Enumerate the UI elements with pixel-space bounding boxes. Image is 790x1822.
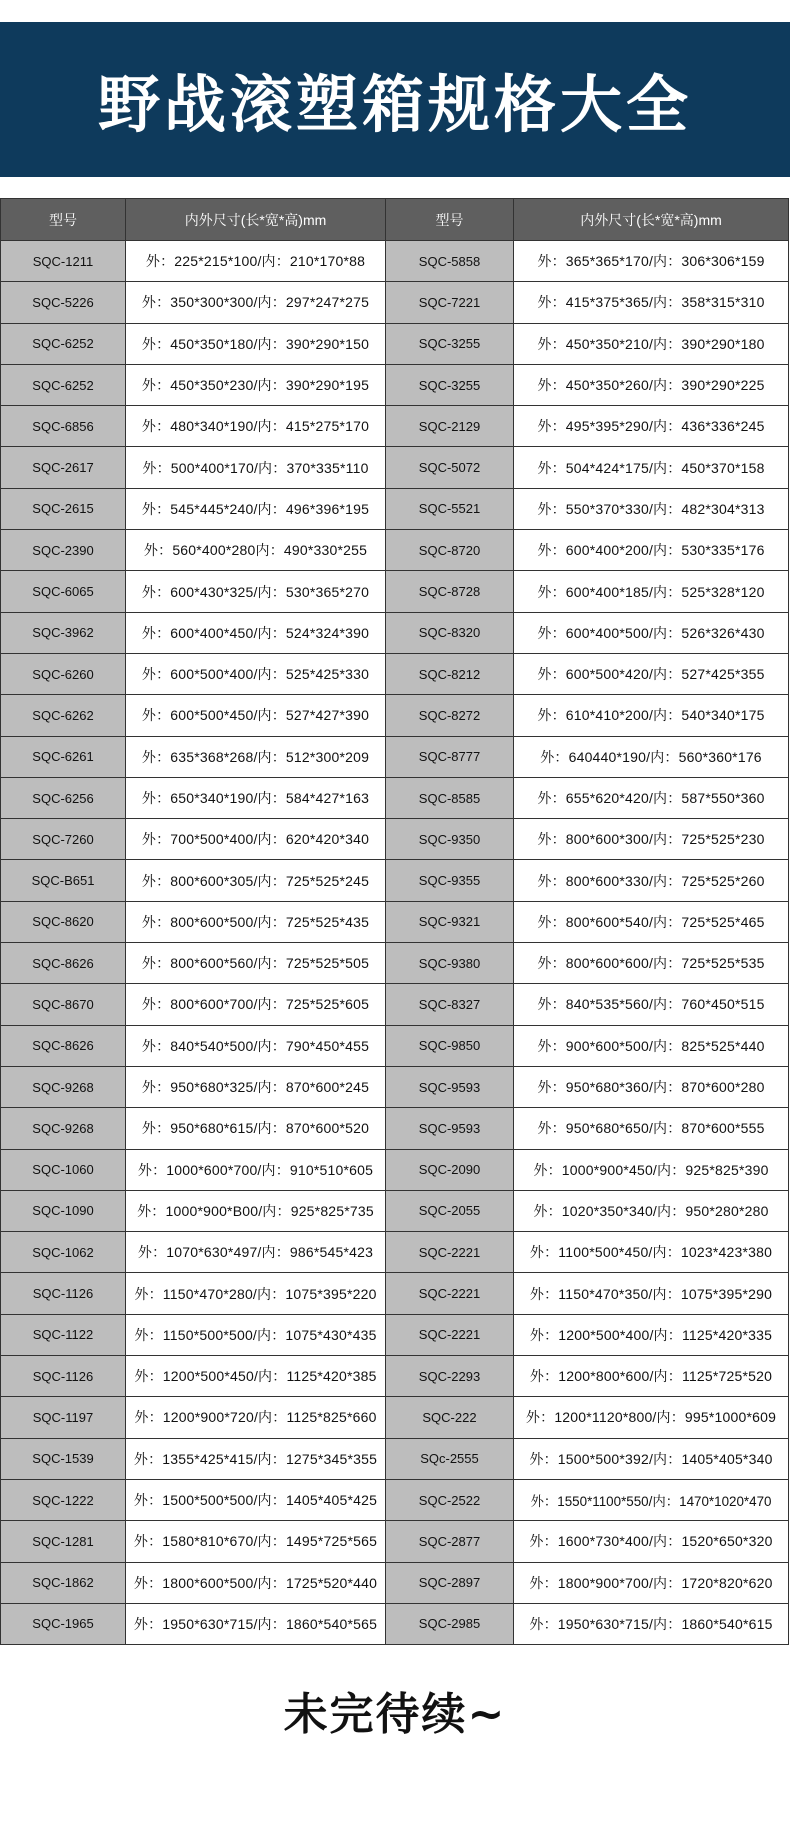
- dims-cell-right: 外：950*680*650/内：870*600*555: [514, 1108, 789, 1149]
- model-cell-right: SQC-9593: [386, 1108, 514, 1149]
- model-cell-left: SQC-6252: [1, 323, 126, 364]
- table-row: [1, 1397, 789, 1438]
- table-row: [1, 406, 789, 447]
- dims-cell-right: 外：550*370*330/内：482*304*313: [514, 488, 789, 529]
- dims-cell-left: 外：800*600*560/内：725*525*505: [126, 943, 386, 984]
- dims-cell-left: 外：480*340*190/内：415*275*170: [126, 406, 386, 447]
- model-cell-left: SQC-6252: [1, 364, 126, 405]
- dims-cell-left: 外：1800*600*500/内：1725*520*440: [126, 1562, 386, 1603]
- dims-cell-left: 外：600*400*450/内：524*324*390: [126, 612, 386, 653]
- dims-cell-right: 外：1150*470*350/内：1075*395*290: [514, 1273, 789, 1314]
- dims-cell-left: 外：800*600*700/内：725*525*605: [126, 984, 386, 1025]
- model-cell-left: SQC-6261: [1, 736, 126, 777]
- model-cell-left: SQC-1862: [1, 1562, 126, 1603]
- dims-cell-left: 外：560*400*280内：490*330*255: [126, 530, 386, 571]
- dims-cell-left: 外：650*340*190/内：584*427*163: [126, 777, 386, 818]
- model-cell-left: SQC-6260: [1, 653, 126, 694]
- table-body: [1, 241, 789, 1645]
- table-row: [1, 1314, 789, 1355]
- table-row: [1, 1190, 789, 1231]
- dims-cell-right: 外：800*600*300/内：725*525*230: [514, 819, 789, 860]
- table-row: [1, 364, 789, 405]
- dims-cell-left: 外：600*500*400/内：525*425*330: [126, 653, 386, 694]
- dims-cell-left: 外：1150*470*280/内：1075*395*220: [126, 1273, 386, 1314]
- dims-cell-right: 外：600*500*420/内：527*425*355: [514, 653, 789, 694]
- model-cell-right: SQC-8212: [386, 653, 514, 694]
- table-row: [1, 1066, 789, 1107]
- dims-cell-left: 外：500*400*170/内：370*335*110: [126, 447, 386, 488]
- model-cell-right: SQC-2897: [386, 1562, 514, 1603]
- dims-cell-left: 外：1000*900*B00/内：925*825*735: [126, 1190, 386, 1231]
- dims-cell-right: 外：800*600*540/内：725*525*465: [514, 901, 789, 942]
- table-row: [1, 984, 789, 1025]
- model-cell-left: SQC-3962: [1, 612, 126, 653]
- model-cell-right: SQC-2129: [386, 406, 514, 447]
- model-cell-left: SQC-1281: [1, 1521, 126, 1562]
- table-row: [1, 447, 789, 488]
- model-cell-right: SQC-8720: [386, 530, 514, 571]
- table-row: [1, 282, 789, 323]
- model-cell-right: SQc-2555: [386, 1438, 514, 1479]
- dims-cell-left: 外：1200*900*720/内：1125*825*660: [126, 1397, 386, 1438]
- dims-cell-right: 外：450*350*210/内：390*290*180: [514, 323, 789, 364]
- table-row: [1, 819, 789, 860]
- model-cell-right: SQC-2221: [386, 1314, 514, 1355]
- table-row: [1, 1273, 789, 1314]
- model-cell-right: SQC-9321: [386, 901, 514, 942]
- table-row: [1, 612, 789, 653]
- header-model-left: 型号: [1, 199, 126, 241]
- table-row: [1, 1025, 789, 1066]
- table-row: [1, 1232, 789, 1273]
- dims-cell-left: 外：1200*500*450/内：1125*420*385: [126, 1356, 386, 1397]
- table-row: [1, 488, 789, 529]
- title-banner: [0, 22, 790, 177]
- model-cell-right: SQC-9380: [386, 943, 514, 984]
- table-row: [1, 571, 789, 612]
- dims-cell-right: 外：1600*730*400/内：1520*650*320: [514, 1521, 789, 1562]
- dims-cell-left: 外：225*215*100/内：210*170*88: [126, 241, 386, 282]
- model-cell-right: SQC-8728: [386, 571, 514, 612]
- dims-cell-left: 外：1070*630*497/内：986*545*423: [126, 1232, 386, 1273]
- table-row: [1, 1562, 789, 1603]
- model-cell-right: SQC-3255: [386, 364, 514, 405]
- table-row: [1, 653, 789, 694]
- table-row: [1, 777, 789, 818]
- dims-cell-right: 外：1100*500*450/内：1023*423*380: [514, 1232, 789, 1273]
- table-row: [1, 695, 789, 736]
- dims-cell-left: 外：1500*500*500/内：1405*405*425: [126, 1479, 386, 1520]
- dims-cell-left: 外：600*430*325/内：530*365*270: [126, 571, 386, 612]
- header-dims-left: 内外尺寸(长*宽*高)mm: [126, 199, 386, 241]
- dims-cell-right: 外：1500*500*392/内：1405*405*340: [514, 1438, 789, 1479]
- dims-cell-left: 外：950*680*325/内：870*600*245: [126, 1066, 386, 1107]
- model-cell-right: SQC-2090: [386, 1149, 514, 1190]
- model-cell-left: SQC-1197: [1, 1397, 126, 1438]
- dims-cell-right: 外：800*600*600/内：725*525*535: [514, 943, 789, 984]
- table-row: [1, 530, 789, 571]
- dims-cell-right: 外：655*620*420/内：587*550*360: [514, 777, 789, 818]
- table-row: [1, 1108, 789, 1149]
- dims-cell-left: 外：350*300*300/内：297*247*275: [126, 282, 386, 323]
- dims-cell-left: 外：1580*810*670/内：1495*725*565: [126, 1521, 386, 1562]
- model-cell-right: SQC-5072: [386, 447, 514, 488]
- spec-table: [0, 198, 789, 1645]
- table-row: [1, 736, 789, 777]
- model-cell-left: SQC-7260: [1, 819, 126, 860]
- dims-cell-right: 外：640440*190/内：560*360*176: [514, 736, 789, 777]
- model-cell-left: SQC-6856: [1, 406, 126, 447]
- table-row: [1, 1479, 789, 1520]
- table-row: [1, 1149, 789, 1190]
- dims-cell-right: 外：800*600*330/内：725*525*260: [514, 860, 789, 901]
- model-cell-right: SQC-9350: [386, 819, 514, 860]
- table-row: [1, 323, 789, 364]
- model-cell-right: SQC-8272: [386, 695, 514, 736]
- model-cell-right: SQC-8327: [386, 984, 514, 1025]
- dims-cell-left: 外：800*600*500/内：725*525*435: [126, 901, 386, 942]
- model-cell-right: SQC-3255: [386, 323, 514, 364]
- dims-cell-right: 外：1200*500*400/内：1125*420*335: [514, 1314, 789, 1355]
- model-cell-right: SQC-2221: [386, 1273, 514, 1314]
- page-title: 野战滚塑箱规格大全: [97, 68, 692, 141]
- table-row: [1, 1356, 789, 1397]
- model-cell-right: SQC-7221: [386, 282, 514, 323]
- dims-cell-left: 外：1150*500*500/内：1075*430*435: [126, 1314, 386, 1355]
- model-cell-left: SQC-1062: [1, 1232, 126, 1273]
- model-cell-left: SQC-1060: [1, 1149, 126, 1190]
- dims-cell-left: 外：545*445*240/内：496*396*195: [126, 488, 386, 529]
- model-cell-left: SQC-6256: [1, 777, 126, 818]
- dims-cell-right: 外：1200*1120*800/内：995*1000*609: [514, 1397, 789, 1438]
- table-row: [1, 901, 789, 942]
- model-cell-left: SQC-5226: [1, 282, 126, 323]
- model-cell-left: SQC-9268: [1, 1066, 126, 1107]
- model-cell-left: SQC-6065: [1, 571, 126, 612]
- model-cell-left: SQC-8626: [1, 943, 126, 984]
- dims-cell-left: 外：450*350*180/内：390*290*150: [126, 323, 386, 364]
- model-cell-right: SQC-5521: [386, 488, 514, 529]
- model-cell-right: SQC-2877: [386, 1521, 514, 1562]
- table-row: [1, 1603, 789, 1644]
- model-cell-left: SQC-1122: [1, 1314, 126, 1355]
- dims-cell-left: 外：840*540*500/内：790*450*455: [126, 1025, 386, 1066]
- header-dims-right: 内外尺寸(长*宽*高)mm: [514, 199, 789, 241]
- dims-cell-left: 外：600*500*450/内：527*427*390: [126, 695, 386, 736]
- dims-cell-right: 外：1020*350*340/内：950*280*280: [514, 1190, 789, 1231]
- model-cell-left: SQC-1090: [1, 1190, 126, 1231]
- model-cell-right: SQC-2522: [386, 1479, 514, 1520]
- model-cell-right: SQC-2221: [386, 1232, 514, 1273]
- table-row: [1, 1438, 789, 1479]
- model-cell-left: SQC-1126: [1, 1273, 126, 1314]
- dims-cell-left: 外：1355*425*415/内：1275*345*355: [126, 1438, 386, 1479]
- model-cell-right: SQC-5858: [386, 241, 514, 282]
- dims-cell-right: 外：1200*800*600/内：1125*725*520: [514, 1356, 789, 1397]
- dims-cell-right: 外：840*535*560/内：760*450*515: [514, 984, 789, 1025]
- dims-cell-right: 外：610*410*200/内：540*340*175: [514, 695, 789, 736]
- dims-cell-right: 外：450*350*260/内：390*290*225: [514, 364, 789, 405]
- model-cell-left: SQC-8620: [1, 901, 126, 942]
- dims-cell-left: 外：800*600*305/内：725*525*245: [126, 860, 386, 901]
- model-cell-right: SQC-8777: [386, 736, 514, 777]
- model-cell-right: SQC-2293: [386, 1356, 514, 1397]
- dims-cell-right: 外：1550*1100*550/内：1470*1020*470: [514, 1479, 789, 1520]
- model-cell-left: SQC-8626: [1, 1025, 126, 1066]
- model-cell-left: SQC-1965: [1, 1603, 126, 1644]
- model-cell-left: SQC-6262: [1, 695, 126, 736]
- model-cell-left: SQC-1222: [1, 1479, 126, 1520]
- dims-cell-right: 外：1950*630*715/内：1860*540*615: [514, 1603, 789, 1644]
- table-row: [1, 943, 789, 984]
- table-row: [1, 860, 789, 901]
- dims-cell-left: 外：700*500*400/内：620*420*340: [126, 819, 386, 860]
- model-cell-right: SQC-9355: [386, 860, 514, 901]
- dims-cell-right: 外：365*365*170/内：306*306*159: [514, 241, 789, 282]
- model-cell-left: SQC-8670: [1, 984, 126, 1025]
- dims-cell-left: 外：1000*600*700/内：910*510*605: [126, 1149, 386, 1190]
- model-cell-left: SQC-1539: [1, 1438, 126, 1479]
- table-row: [1, 1521, 789, 1562]
- dims-cell-right: 外：600*400*500/内：526*326*430: [514, 612, 789, 653]
- model-cell-left: SQC-2390: [1, 530, 126, 571]
- dims-cell-left: 外：635*368*268/内：512*300*209: [126, 736, 386, 777]
- model-cell-right: SQC-2055: [386, 1190, 514, 1231]
- model-cell-left: SQC-2615: [1, 488, 126, 529]
- model-cell-left: SQC-1126: [1, 1356, 126, 1397]
- header-model-right: 型号: [386, 199, 514, 241]
- dims-cell-right: 外：950*680*360/内：870*600*280: [514, 1066, 789, 1107]
- dims-cell-left: 外：450*350*230/内：390*290*195: [126, 364, 386, 405]
- model-cell-left: SQC-B651: [1, 860, 126, 901]
- model-cell-left: SQC-1211: [1, 241, 126, 282]
- dims-cell-left: 外：950*680*615/内：870*600*520: [126, 1108, 386, 1149]
- table-row: [1, 241, 789, 282]
- model-cell-left: SQC-9268: [1, 1108, 126, 1149]
- model-cell-right: SQC-8320: [386, 612, 514, 653]
- dims-cell-right: 外：504*424*175/内：450*370*158: [514, 447, 789, 488]
- dims-cell-right: 外：495*395*290/内：436*336*245: [514, 406, 789, 447]
- model-cell-left: SQC-2617: [1, 447, 126, 488]
- model-cell-right: SQC-9850: [386, 1025, 514, 1066]
- dims-cell-right: 外：600*400*185/内：525*328*120: [514, 571, 789, 612]
- dims-cell-right: 外：415*375*365/内：358*315*310: [514, 282, 789, 323]
- dims-cell-right: 外：600*400*200/内：530*335*176: [514, 530, 789, 571]
- to-be-continued-text: 未完待续~: [283, 1689, 507, 1740]
- dims-cell-right: 外：900*600*500/内：825*525*440: [514, 1025, 789, 1066]
- model-cell-right: SQC-2985: [386, 1603, 514, 1644]
- dims-cell-right: 外：1000*900*450/内：925*825*390: [514, 1149, 789, 1190]
- header-row: [1, 199, 789, 241]
- model-cell-right: SQC-222: [386, 1397, 514, 1438]
- dims-cell-left: 外：1950*630*715/内：1860*540*565: [126, 1603, 386, 1644]
- dims-cell-right: 外：1800*900*700/内：1720*820*620: [514, 1562, 789, 1603]
- model-cell-right: SQC-8585: [386, 777, 514, 818]
- model-cell-right: SQC-9593: [386, 1066, 514, 1107]
